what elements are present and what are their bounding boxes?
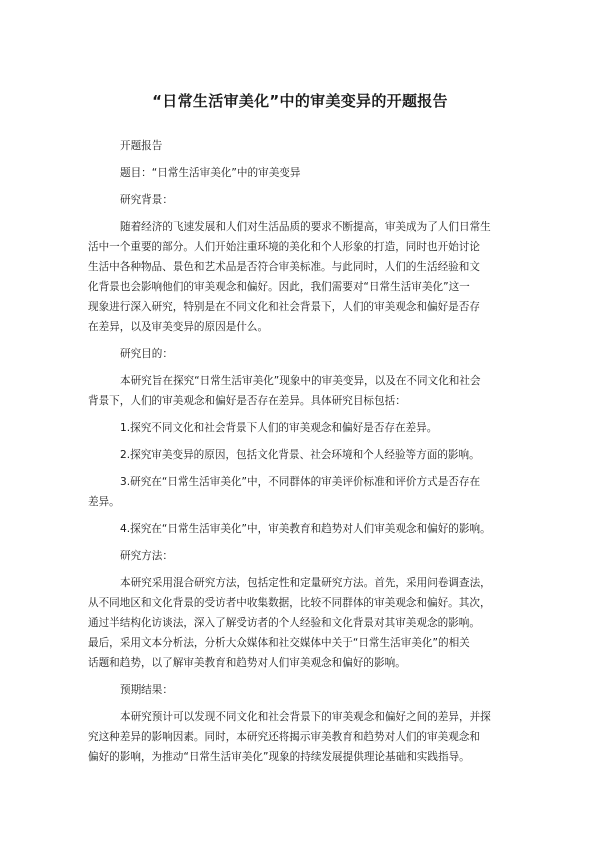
paragraph-line: 随着经济的飞速发展和人们对生活品质的要求不断提高，审美成为了人们日常生	[120, 221, 491, 233]
section-heading-methods: 研究方法：	[120, 550, 173, 562]
paragraph-line: 现象进行深入研究，特别是在不同文化和社会背景下，人们的审美观念和偏好是否存	[88, 301, 480, 313]
paragraph-line: 背景下，人们的审美观念和偏好是否存在差异。具体研究目标包括：	[88, 395, 406, 407]
goal-item-1: 1.探究不同文化和社会背景下人们的审美观念和偏好是否存在差异。	[120, 422, 438, 434]
paragraph-line: 本研究旨在探究“日常生活审美化”现象中的审美变异，以及在不同文化和社会	[120, 375, 481, 387]
section-heading-background: 研究背景：	[120, 194, 173, 206]
paragraph-line: 从不同地区和文化背景的受访者中收集数据，比较不同群体的审美观念和偏好。其次，	[88, 597, 491, 609]
paragraph-line: 活中一个重要的部分。人们开始注重环境的美化和个人形象的打造，同时也开始讨论	[88, 241, 480, 253]
goal-item-4: 4.探究在“日常生活审美化”中，审美教育和趋势对人们审美观念和偏好的影响。	[120, 523, 491, 535]
section-heading-results: 预期结果：	[120, 684, 173, 696]
paragraph-line: 本研究预计可以发现不同文化和社会背景下的审美观念和偏好之间的差异，并探	[120, 711, 491, 723]
paragraph-line: 生活中各种物品、景色和艺术品是否符合审美标准。与此同时，人们的生活经验和文	[88, 261, 480, 273]
goal-item-2: 2.探究审美变异的原因，包括文化背景、社会环境和个人经验等方面的影响。	[120, 449, 480, 461]
goal-item-3: 3.研究在“日常生活审美化”中，不同群体的审美评价标准和评价方式是否存在	[120, 476, 481, 488]
goal-item-3-cont: 差异。	[88, 496, 120, 508]
paragraph-line: 化背景也会影响他们的审美观念和偏好。因此，我们需要对“日常生活审美化”这一	[88, 281, 470, 293]
paragraph-line: 在差异，以及审美变异的原因是什么。	[88, 321, 269, 333]
header-label: 开题报告	[120, 140, 163, 152]
paragraph-line: 最后，采用文本分析法，分析大众媒体和社交媒体中关于“日常生活审美化”的相关	[88, 637, 470, 649]
paragraph-line: 究这种差异的影响因素。同时，本研究还将揭示审美教育和趋势对人们的审美观念和	[88, 731, 480, 743]
paragraph-line: 偏好的影响，为推动“日常生活审美化”现象的持续发展提供理论基础和实践指导。	[88, 751, 470, 763]
section-heading-purpose: 研究目的：	[120, 348, 173, 360]
page-title: “日常生活审美化”中的审美变异的开题报告	[152, 92, 448, 110]
topic-line: 题目：“日常生活审美化”中的审美变异	[120, 167, 301, 179]
paragraph-line: 话题和趋势，以了解审美教育和趋势对人们审美观念和偏好的影响。	[88, 657, 406, 669]
paragraph-line: 通过半结构化访谈法，深入了解受访者的个人经验和文化背景对其审美观念的影响。	[88, 617, 480, 629]
paragraph-line: 本研究采用混合研究方法，包括定性和定量研究方法。首先，采用问卷调查法，	[120, 577, 491, 589]
